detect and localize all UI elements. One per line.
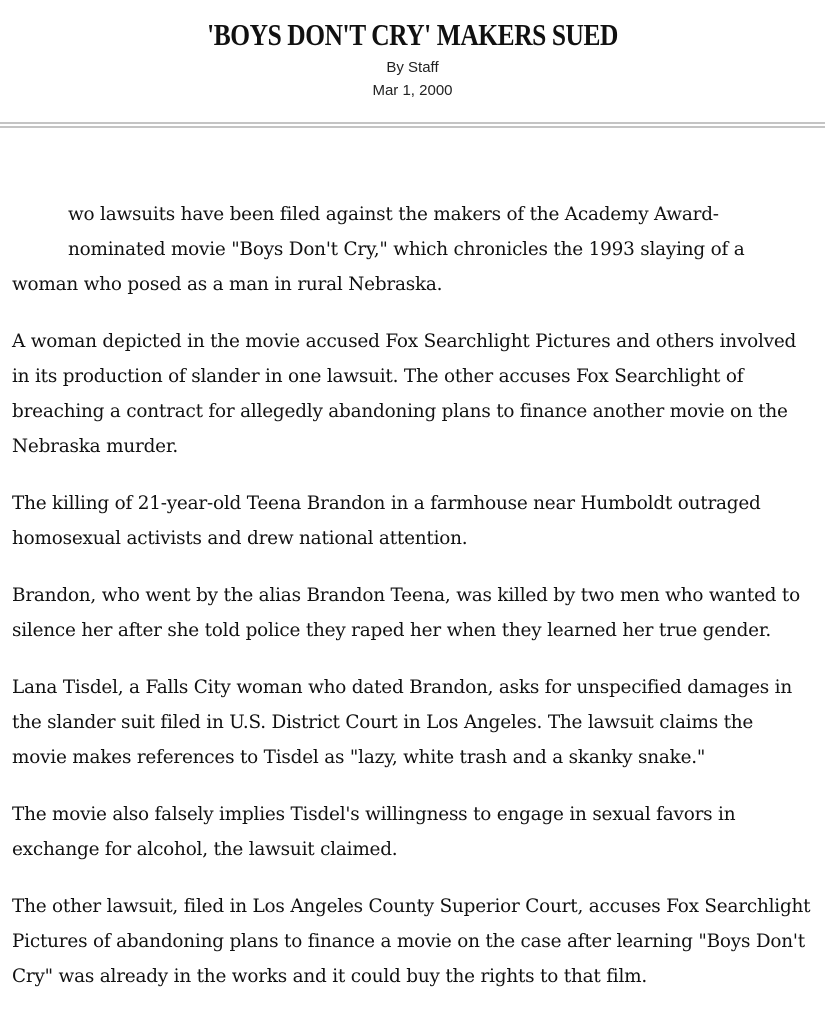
article-meta [0, 56, 825, 102]
article-title-text: 'BOYS DON'T CRY' MAKERS SUED [207, 16, 618, 52]
header-divider [0, 122, 825, 128]
paragraph: The movie also falsely implies Tisdel's willingness to engage in sexual favors in exchange for alcohol, the lawsuit claimed. [12, 804, 736, 860]
article-body [12, 197, 812, 1016]
paragraph: Lana Tisdel, a Falls City woman who dated Brandon, asks for unspecified damages in the slander suit filed in U.S. District Court in Los Angeles. The lawsuit claims the movie makes references to Tisdel as "lazy, white trash and a skanky snake." [12, 677, 793, 768]
publish-date: Mar 1, 2000 [372, 82, 453, 99]
paragraph-text: wo lawsuits have been filed against the makers of the Academy Award-nominated movie "Boys Don't Cry," which chronicles the 1993 slaying of a woman who posed as a man in rural Nebraska. [12, 204, 745, 295]
paragraph [12, 197, 812, 302]
paragraph: The killing of 21-year-old Teena Brandon in a farmhouse near Humboldt outraged homosexual activists and drew national attention. [12, 493, 761, 549]
drop-cap-placeholder [12, 197, 68, 263]
paragraph: Brandon, who went by the alias Brandon Teena, was killed by two men who wanted to silence her after she told police they raped her when they learned her true gender. [12, 585, 800, 641]
article-title [0, 17, 825, 53]
paragraph: A woman depicted in the movie accused Fox Searchlight Pictures and others involved in its production of slander in one lawsuit. The other accuses Fox Searchlight of breaching a contract for allegedly abandoning plans to finance another movie on the Nebraska murder. [12, 331, 797, 457]
paragraph: The other lawsuit, filed in Los Angeles County Superior Court, accuses Fox Searchlight Pictures of abandoning plans to finance a movie on the case after learning "Boys Don't Cry" was already in the works and it could buy the rights to that film. [12, 896, 811, 987]
byline: By Staff [386, 59, 439, 76]
